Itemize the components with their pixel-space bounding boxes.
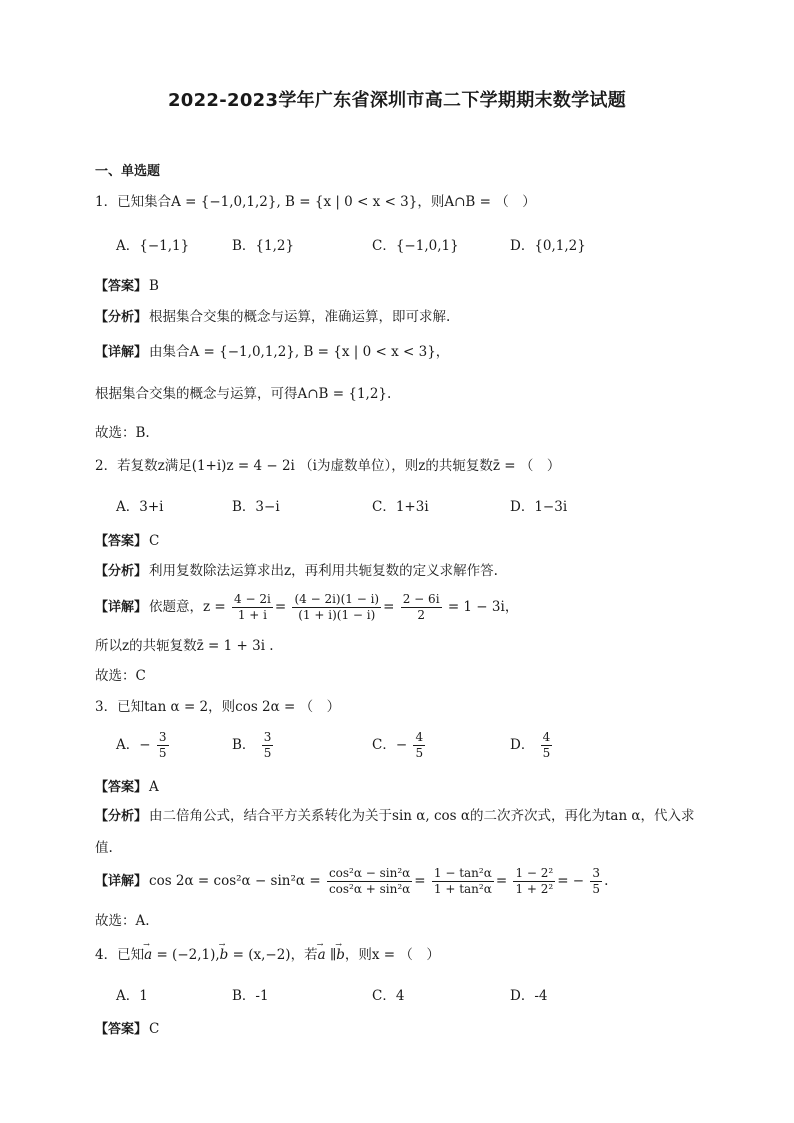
- q1-analysis: [95, 307, 450, 328]
- q3-stem: 3．已知tan α = 2，则cos 2α = （ ）: [95, 699, 341, 715]
- q2-answer-value: C: [149, 533, 160, 549]
- q3-fraction-1: $\frac{\text{cos²α − sin²α}}{\text{cos²α + sin²α}}$: [328, 866, 411, 896]
- analysis-label: 【分析】: [95, 310, 148, 325]
- detail-label: 【详解】: [95, 874, 148, 889]
- q3-answer: [95, 777, 159, 798]
- q2-option-a: A．3+i: [116, 499, 164, 515]
- document-title: 2022-2023学年广东省深圳市高二下学期期末数学试题: [167, 90, 627, 111]
- q1-option-c: C．{−1,0,1}: [372, 238, 459, 254]
- answer-label: 【答案】: [95, 534, 148, 549]
- vector-a: → a: [144, 945, 152, 965]
- q1-detail-2: 根据集合交集的概念与运算，可得A∩B = {1,2}.: [95, 386, 392, 402]
- q3-option-d: D． $\frac{4}{5}$: [510, 730, 551, 760]
- q3-detail: 【详解】 cos 2α = cos²α − sin²α = $\frac{\text{cos²α − sin²α}}{\text{cos²α + sin²α}}$ = $\frac{\text{1 − tan²α}}{\text{1 + tan²α}}$ = $\frac{\text{1 − 2²}}{\text{1 + 2²}}$ = − $\frac{3}{5}$ .: [95, 866, 609, 896]
- analysis-label: 【分析】: [95, 809, 148, 824]
- q2-stem: 2．若复数z满足(1+i)z = 4 − 2i （i为虚数单位），则z的共轭复数z̄ = （ ）: [95, 458, 561, 474]
- q2-analysis-text: 利用复数除法运算求出z，再利用共轭复数的定义求解作答.: [149, 563, 498, 579]
- q2-analysis: [95, 561, 498, 582]
- analysis-label: 【分析】: [95, 564, 148, 579]
- q3-analysis-2: 值.: [95, 840, 113, 856]
- q1-option-b: B．{1,2}: [232, 238, 295, 254]
- q1-choice: 故选：B.: [95, 425, 150, 441]
- answer-label: 【答案】: [95, 780, 148, 795]
- q4-option-b: B．-1: [232, 988, 269, 1004]
- q1-option-a: A．{−1,1}: [116, 238, 190, 254]
- detail-label: 【详解】: [95, 600, 148, 615]
- q3-fraction-2: $\frac{\text{1 − tan²α}}{\text{1 + tan²α}}$: [433, 866, 492, 896]
- q2-detail-prefix: 依题意，z =: [149, 599, 226, 615]
- q4-answer-value: C: [149, 1021, 160, 1037]
- q4-option-d: D．-4: [510, 988, 548, 1004]
- q4-option-a: A．1: [116, 988, 148, 1004]
- q3-option-c: C．− $\frac{4}{5}$: [372, 730, 424, 760]
- q2-option-c: C．1+3i: [372, 499, 429, 515]
- q2-detail-tail: = 1 − 3i，: [447, 599, 519, 615]
- q2-choice: 故选：C: [95, 668, 146, 684]
- q3-option-b: B． $\frac{3}{5}$: [232, 730, 272, 760]
- q1-analysis-text: 根据集合交集的概念与运算，准确运算，即可求解.: [149, 309, 451, 325]
- answer-label: 【答案】: [95, 279, 148, 294]
- q1-answer-value: B: [149, 278, 159, 294]
- q3-option-a: A．− $\frac{3}{5}$: [116, 730, 167, 760]
- q1-stem: 1．已知集合A = {−1,0,1,2}, B = {x | 0 < x < 3}，则A∩B = （ ）: [95, 194, 536, 210]
- q4-option-c: C．4: [372, 988, 405, 1004]
- q3-analysis-text: 由二倍角公式，结合平方关系转化为关于sin α, cos α的二次齐次式，再化为tan α，代入求: [149, 808, 695, 824]
- q3-detail-prefix: cos 2α = cos²α − sin²α =: [149, 873, 321, 889]
- q2-option-d: D．1−3i: [510, 499, 568, 515]
- q1-detail-text: 由集合A = {−1,0,1,2}, B = {x | 0 < x < 3}，: [149, 344, 450, 360]
- q1-option-d: D．{0,1,2}: [510, 238, 586, 254]
- q2-answer: [95, 531, 159, 552]
- vector-b: → b: [220, 945, 229, 965]
- q3-fraction-3: $\frac{\text{1 − 2²}}{\text{1 + 2²}}$: [515, 866, 554, 896]
- answer-label: 【答案】: [95, 1022, 148, 1037]
- q4-answer: [95, 1019, 159, 1040]
- q3-fraction-4: $\frac{3}{5}$: [592, 866, 601, 896]
- q2-detail-2: 所以z的共轭复数z̄ = 1 + 3i .: [95, 638, 274, 654]
- q1-answer: [95, 276, 159, 297]
- q3-analysis: [95, 806, 695, 827]
- q2-detail: 【详解】 依题意，z = $\frac{4 - 2i}{1 + i}$ = $\frac{(4 - 2i)(1 - i)}{(1 + i)(1 - i)}$ = $\frac{2 - 6i}{2}$ = 1 − 3i，: [95, 592, 519, 622]
- q2-fraction-3: $\frac{2 - 6i}{2}$: [402, 592, 440, 622]
- q4-stem: 4．已知→ a = (−2,1),→ b = (x,−2)，若→ a ∥→ b，则x = （ ）: [95, 945, 440, 965]
- q2-fraction-1: $\frac{4 - 2i}{1 + i}$: [234, 592, 271, 622]
- q1-detail: [95, 342, 449, 363]
- q2-fraction-2: $\frac{(4 - 2i)(1 - i)}{(1 + i)(1 - i)}$: [294, 592, 380, 622]
- q3-choice: 故选：A.: [95, 913, 150, 929]
- section-heading: 一、单选题: [95, 164, 161, 179]
- q2-option-b: B．3−i: [232, 499, 280, 515]
- q3-answer-value: A: [149, 779, 159, 795]
- detail-label: 【详解】: [95, 345, 148, 360]
